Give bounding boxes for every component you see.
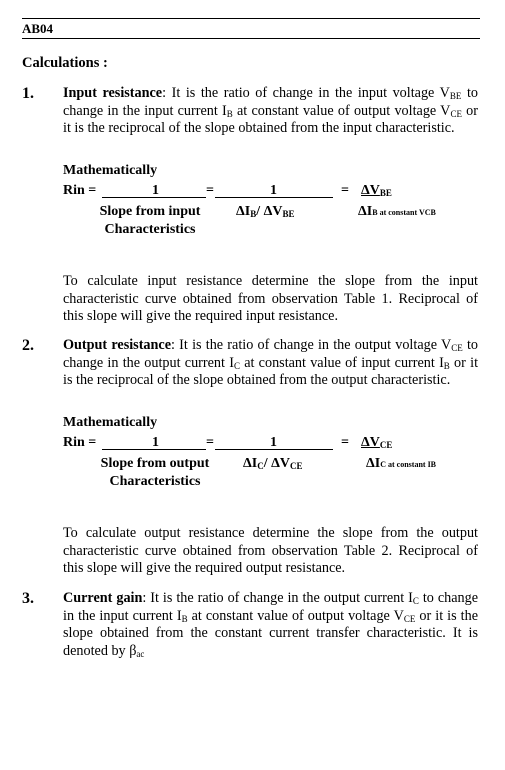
denominator-mid: $\Delta I_C/$ $\Delta V_{CE}$ [243, 456, 303, 471]
equals-sign: = [206, 435, 214, 450]
formula-row [63, 183, 463, 201]
equals-sign: = [341, 435, 349, 450]
denominator-mid: $\Delta I_B/$ $\Delta V_{BE}$ [236, 204, 295, 219]
item-term: Current gain [63, 590, 143, 606]
item-definition: Output resistance: It is the ratio of change in the output voltage $V_{CE}$ to change in the output current $I_C$ at constant value of input current $I_B$ or it is the reciprocal of the slope obtained from the output characteristic. [63, 337, 479, 388]
right-numerator: $\Delta V_{CE}$ [361, 435, 393, 450]
item-number: 3. [22, 590, 34, 607]
math-label: Mathematically [63, 163, 158, 178]
equals-sign: = [206, 183, 214, 198]
item-definition: Input resistance: It is the ratio of change in the input voltage $V_{BE}$ to change in the input current $I_B$ at constant value of output voltage $V_{CE}$ or it is the reciprocal of the slope obtained from the input characteristic. [63, 85, 478, 136]
header-label: AB04 [22, 21, 54, 36]
denominator-right: ΔIB at constant VCB [358, 204, 436, 219]
calculations-heading: Calculations : [22, 55, 108, 71]
page-header [22, 18, 480, 39]
denominator-right: ΔIC at constant IB [366, 456, 437, 471]
rin-label: Rin = [63, 435, 97, 450]
numerator-one: 1 [152, 435, 159, 450]
item-note: To calculate input resistance determine the slope from the input characteristic curve obtained from observation Table 1. Reciprocal of this slope will give the required input resistance. [63, 273, 478, 324]
formula-row [63, 435, 463, 453]
denominator-label: Slope from input Characteristics [99, 204, 201, 237]
item-definition: Current gain: It is the ratio of change in the output current $I_C$ to change in the input current $I_B$ at constant value of output voltage $V_{CE}$ or it is the slope obtained from the constant current transfer characteristic. It is denoted by $\beta_{ac}$ [63, 590, 479, 659]
numerator-one: 1 [270, 435, 277, 450]
item-note: To calculate output resistance determine the slope from the output characteristic curve obtained from observation Table 2. Reciprocal of this slope will give the required output resistance. [63, 525, 478, 576]
equals-sign: = [341, 183, 349, 198]
denominator-label: Slope from output Characteristics [100, 456, 210, 489]
rin-label: Rin = [63, 183, 97, 198]
item-number: 1. [22, 85, 34, 102]
numerator-one: 1 [152, 183, 159, 198]
right-numerator: $\Delta V_{BE}$ [361, 183, 392, 198]
item-term: Input resistance [63, 85, 163, 101]
item-term: Output resistance [63, 337, 172, 353]
item-number: 2. [22, 337, 34, 354]
math-label: Mathematically [63, 415, 158, 430]
numerator-one: 1 [270, 183, 277, 198]
